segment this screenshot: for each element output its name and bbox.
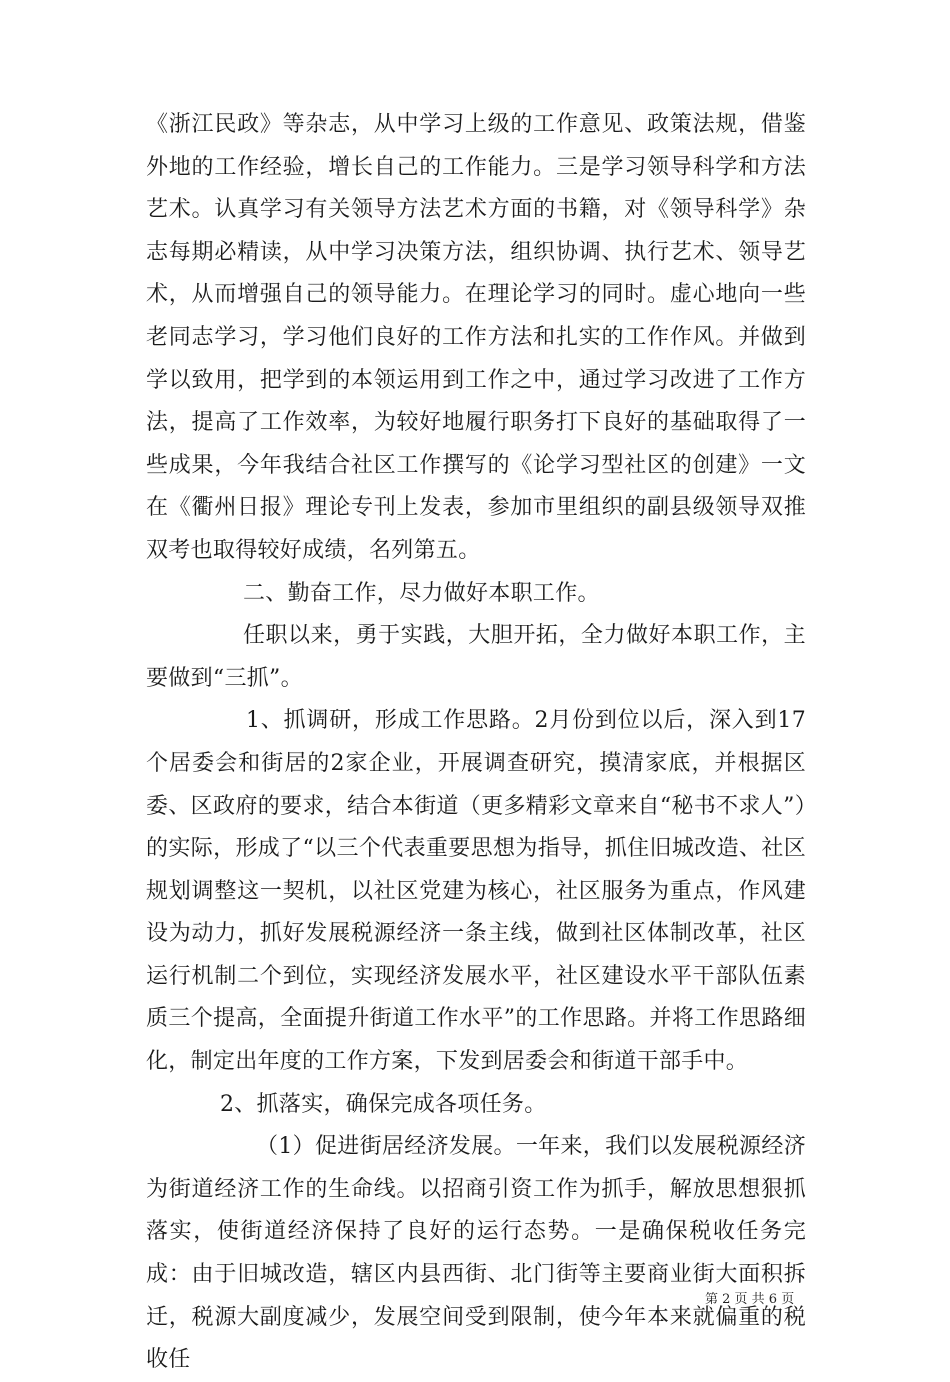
document-body — [146, 104, 806, 1382]
paragraph-economy: （1）促进街居经济发展。一年来，我们以发展税源经济为街道经济工作的生命线。以招商引资工作为抓手，解放思想狠抓落实，使街道经济保持了良好的运行态势。一是确保税收任务完成：由于旧城改造，辖区内县西街、北门街等主要商业街大面积拆迁，税源大副度减少，发展空间受到限制，使今年本来就偏重的税收任 — [146, 1134, 806, 1373]
subheading-implementation: 2、抓落实，确保完成各项任务。 — [220, 1091, 547, 1117]
paragraph-research: 1、抓调研，形成工作思路。2月份到位以后，深入到17个居委会和街居的2家企业，开展调查研究，摸清家底，并根据区委、区政府的要求，结合本街道（更多精彩文章来自“秘书不求人”）的实际，形成了“以三个代表重要思想为指导，抓住旧城改造、社区规划调整这一契机，以社区党建为核心，社区服务为重点，作风建设为动力，抓好发展税源经济一条主线，做到社区体制改革，社区运行机制二个到位，实现经济发展水平，社区建设水平干部队伍素质三个提高，全面提升街道工作水平”的工作思路。并将工作思路细化，制定出年度的工作方案，下发到居委会和街道干部手中。 — [146, 708, 806, 1075]
paragraph-study: 《浙江民政》等杂志，从中学习上级的工作意见、政策法规，借鉴外地的工作经验，增长自己的工作能力。三是学习领导科学和方法艺术。认真学习有关领导方法艺术方面的书籍，对《领导科学》杂志每期必精读，从中学习决策方法，组织协调、执行艺术、领导艺术，从而增强自己的领导能力。在理论学习的同时。虚心地向一些老同志学习，学习他们良好的工作方法和扎实的工作作风。并做到学以致用，把学到的本领运用到工作之中，通过学习改进了工作方法，提高了工作效率，为较好地履行职务打下良好的基础取得了一些成果，今年我结合社区工作撰写的《论学习型社区的创建》一文在《衢州日报》理论专刊上发表，参加市里组织的副县级领导双推双考也取得较好成绩，名列第五。 — [146, 112, 806, 563]
section-heading-work: 二、勤奋工作，尽力做好本职工作。 — [243, 580, 600, 606]
page-number-footer: 第 2 页 共 6 页 — [705, 1292, 795, 1307]
paragraph-three-grasps: 任职以来，勇于实践，大胆开拓，全力做好本职工作，主要做到“三抓”。 — [146, 623, 806, 691]
